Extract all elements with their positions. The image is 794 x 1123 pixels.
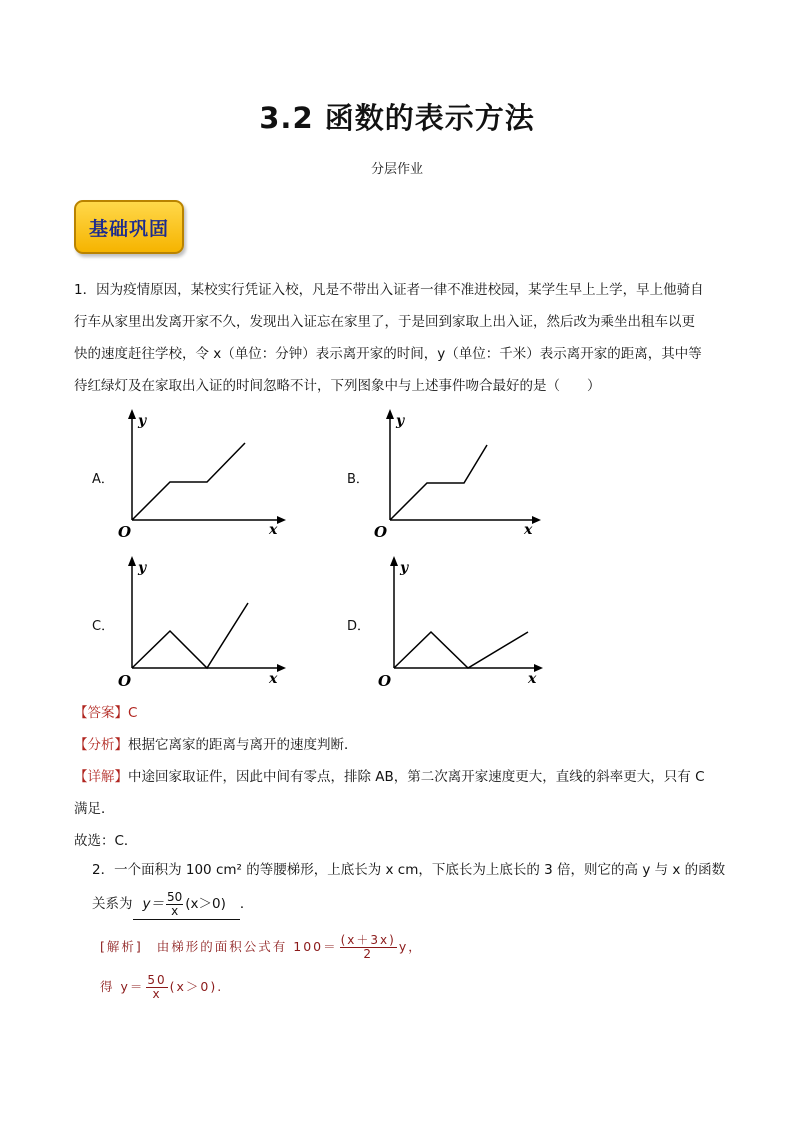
- graph-a: [112, 405, 292, 545]
- origin-label: O: [374, 523, 388, 541]
- blank-fraction: [166, 891, 183, 918]
- detail-line: [74, 762, 734, 792]
- origin-label: O: [378, 672, 392, 690]
- detail-tag: 【详解】: [74, 769, 128, 785]
- page-subtitle: 分层作业: [370, 162, 423, 177]
- origin-label: O: [118, 523, 132, 541]
- graph-d: [376, 552, 556, 692]
- y-axis-label: y: [400, 560, 409, 576]
- answer-line: [74, 698, 734, 728]
- solution-text: 由梯形的面积公式有 100＝: [156, 939, 338, 954]
- solution-line: [100, 934, 423, 961]
- option-a-label: A．: [92, 472, 114, 487]
- question-2-prefix: 关系为: [92, 896, 133, 912]
- x-axis-label: x: [528, 671, 537, 687]
- question-1-line: 待红绿灯及在家取出入证的时间忽略不计，下列图象中与上述事件吻合最好的是（ ）: [74, 378, 601, 394]
- x-axis-label: x: [269, 522, 278, 538]
- question-2-suffix: ．: [239, 896, 254, 912]
- solution-tag: [解析]: [100, 939, 143, 954]
- option-d-label: D．: [347, 619, 371, 634]
- section-badge-label: 基础巩固: [88, 217, 169, 240]
- fraction-denominator: x: [171, 903, 179, 918]
- result-line: [100, 974, 223, 1001]
- blank-lhs: y＝: [142, 896, 164, 912]
- result-tail: (x＞0).: [169, 979, 224, 994]
- detail-text: 中途回家取证件，因此中间有零点，排除 AB，第二次离开家速度更大，直线的斜率更大，只有 C: [128, 769, 705, 785]
- solution-fraction: [340, 934, 397, 961]
- fraction-denominator: x: [152, 987, 162, 1001]
- y-axis-label: y: [396, 413, 405, 429]
- x-axis-label: x: [524, 522, 533, 538]
- graph-c: [112, 552, 292, 692]
- question-1-line: 行车从家里出发离开家不久，发现出入证忘在家里了，于是回到家取上出入证，然后改为乘坐出租车以更: [74, 314, 695, 330]
- detail-line-2: 满足．: [74, 801, 115, 817]
- question-2-text: [92, 853, 732, 921]
- question-1-text: [74, 274, 724, 402]
- question-1-line: 1．因为疫情原因，某校实行凭证入校，凡是不带出入证者一律不准进校园，某学生早上上学，早上他骑自: [74, 282, 704, 298]
- section-badge: [74, 200, 184, 254]
- answer-tag: 【答案】: [74, 705, 128, 721]
- fraction-numerator: 50: [147, 973, 167, 987]
- origin-label: O: [118, 672, 132, 690]
- x-axis-label: x: [269, 671, 278, 687]
- blank-condition: (x＞0): [185, 896, 226, 912]
- page-title: 3.2 函数的表示方法: [259, 101, 535, 135]
- question-2-line-2: [92, 887, 732, 921]
- analysis-text: 根据它离家的距离与离开的速度判断．: [128, 737, 358, 753]
- answer-blank: [133, 889, 240, 920]
- solution-tail: y，: [398, 939, 423, 954]
- fraction-numerator: 50: [167, 889, 183, 904]
- choose-line: 故选：C．: [74, 833, 138, 849]
- graph-b: [372, 405, 552, 545]
- option-c-label: C．: [92, 619, 115, 634]
- fraction-denominator: 2: [363, 947, 374, 961]
- question-2-line-1: 2．一个面积为 100 cm² 的等腰梯形，上底长为 x cm，下底长为上底长的 3 倍，则它的高 y 与 x 的函数: [92, 862, 726, 878]
- question-1-line: 快的速度赶往学校，令 x（单位：分钟）表示离开家的时间，y（单位：千米）表示离开家的距离，其中等: [74, 346, 702, 362]
- fraction-numerator: (x＋3x): [340, 933, 396, 947]
- result-fraction: [146, 974, 167, 1001]
- analysis-line: [74, 730, 734, 760]
- answer-value: C: [128, 705, 138, 721]
- analysis-tag: 【分析】: [74, 737, 128, 753]
- y-axis-label: y: [138, 413, 147, 429]
- y-axis-label: y: [138, 560, 147, 576]
- option-b-label: B．: [347, 472, 369, 487]
- result-prefix: 得 y＝: [100, 979, 145, 994]
